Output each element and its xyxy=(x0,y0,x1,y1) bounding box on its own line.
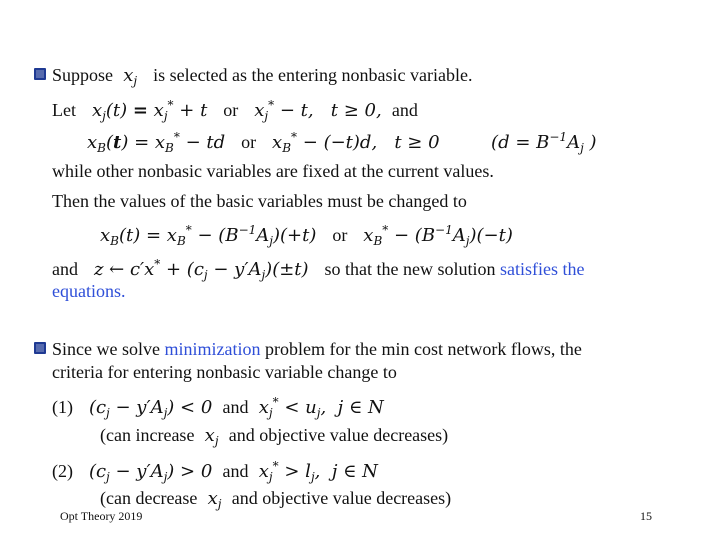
text: and objective value decreases) xyxy=(228,425,449,445)
highlight-text: equations. xyxy=(52,281,126,301)
math: $x_j$ xyxy=(117,65,138,88)
b2-line2 xyxy=(52,361,397,383)
b2-criterion-1-note xyxy=(100,424,448,452)
math: $x_j^* < u_j$, j ∈ N xyxy=(253,395,384,420)
text: is selected as the entering nonbasic variable. xyxy=(153,65,473,85)
highlight-text: minimization xyxy=(164,339,261,359)
text: (can decrease xyxy=(100,488,198,508)
highlight-text: satisfies the xyxy=(499,259,585,279)
text: or xyxy=(241,132,257,152)
b1-line5 xyxy=(52,190,467,212)
b1-line4 xyxy=(52,160,494,182)
math: $x_B(t) = x_B^* - (B^{-1}A_j)(+t)$ xyxy=(100,223,328,248)
text: and xyxy=(391,100,418,120)
b1-line1 xyxy=(52,64,472,92)
text: criteria for entering nonbasic variable change to xyxy=(52,362,397,382)
text: (can increase xyxy=(100,425,195,445)
math: $x_j$ xyxy=(198,425,219,448)
math: $x_B^* - (-t)d$, t ≥ 0 ($d = B^{-1}A_j$ ) xyxy=(260,130,597,155)
b2-criterion-1 xyxy=(52,391,384,424)
text: Suppose xyxy=(52,65,114,85)
math: $x_j(t) = x_j^* + t$ xyxy=(80,98,219,123)
math: $(c_j - y'A_j) > 0$ xyxy=(77,461,219,484)
math: $x_j$ xyxy=(201,488,222,511)
text: (2) xyxy=(52,461,73,481)
b2-criterion-2-note xyxy=(100,487,451,515)
text: so that the new solution xyxy=(324,259,496,279)
math: $(c_j - y'A_j) < 0$ xyxy=(77,397,219,420)
text: and xyxy=(222,461,249,481)
text: or xyxy=(332,225,348,245)
footer-left: Opt Theory 2019 xyxy=(60,509,143,523)
text: Then the values of the basic variables must be changed to xyxy=(52,191,467,211)
square-bullet-icon xyxy=(34,68,46,80)
text: and xyxy=(222,397,249,417)
text: and objective value decreases) xyxy=(231,488,452,508)
text: problem for the min cost network flows, the xyxy=(264,339,582,359)
b1-line3 xyxy=(87,126,597,159)
text: Since we solve xyxy=(52,339,160,359)
text: while other nonbasic variables are fixed at the current values. xyxy=(52,161,494,181)
b2-criterion-2 xyxy=(52,455,378,488)
b1-line8 xyxy=(52,280,126,302)
b2-line1 xyxy=(52,338,582,360)
math: $x_j^* > l_j$, j ∈ N xyxy=(253,459,378,484)
square-bullet-icon xyxy=(34,342,46,354)
b1-line7 xyxy=(52,253,584,286)
math: $x_B^* - (B^{-1}A_j)(-t)$ xyxy=(351,223,513,248)
text: Let xyxy=(52,100,76,120)
text: (1) xyxy=(52,397,73,417)
page-number: 15 xyxy=(640,509,652,523)
math: $x_j^* - t$, t ≥ 0, xyxy=(242,98,388,123)
math: $x_B(t) = x_B^*$ − td xyxy=(87,130,237,155)
b1-line6 xyxy=(100,219,513,252)
b1-line2 xyxy=(52,94,418,127)
text: and xyxy=(52,259,78,279)
math: z ← $c'x^* + (c_j - y'A_j)(\pm t)$ xyxy=(82,257,320,282)
text: or xyxy=(223,100,239,120)
